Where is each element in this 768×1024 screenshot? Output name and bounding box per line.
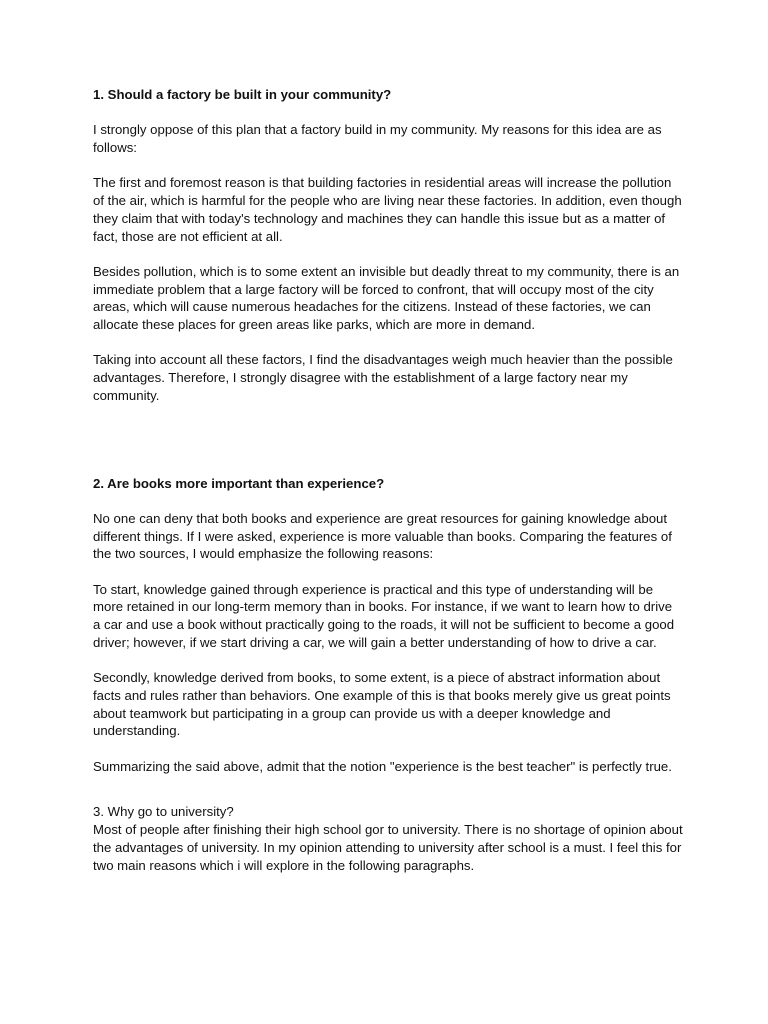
section-university bbox=[93, 803, 683, 874]
paragraph: To start, knowledge gained through experience is practical and this type of understanding will be more retained in our long-term memory than in books. For instance, if we want to learn how to drive a car and use a book without practically going to the roads, it will not be sufficient to become a good driver; however, if we start driving a car, we will gain a better understanding of how to drive a car. bbox=[93, 581, 675, 650]
document-body bbox=[93, 86, 683, 874]
paragraph: I strongly oppose of this plan that a factory build in my community. My reasons for this idea are as follows: bbox=[93, 122, 662, 156]
paragraph: Besides pollution, which is to some extent an invisible but deadly threat to my community, there is an immediate problem that a large factory will be forced to confront, that will occupy most of the city areas, which will cause numerous headaches for the citizens. Instead of these factories, we can allocate these places for green areas like parks, which are more in demand. bbox=[93, 263, 680, 333]
paragraph: Secondly, knowledge derived from books, to some extent, is a piece of abstract information about facts and rules rather than behaviors. One example of this is that books merely give us great points about teamwork but participating in a group can provide us with a deeper knowledge and understanding. bbox=[93, 670, 671, 739]
paragraph: No one can deny that both books and experience are great resources for gaining knowledge about different things. If I were asked, experience is more valuable than books. Comparing the features of the two sources, I would emphasize the following reasons: bbox=[93, 510, 672, 562]
section-heading: 2. Are books more important than experience? bbox=[93, 475, 385, 491]
paragraph: Taking into account all these factors, I find the disadvantages weigh much heavier than the possible advantages. Therefore, I strongly disagree with the establishment of a large factory near my community. bbox=[93, 352, 673, 403]
section-heading: 1. Should a factory be built in your community? bbox=[93, 87, 392, 102]
section-books-experience bbox=[93, 475, 683, 776]
section-factory bbox=[93, 86, 683, 405]
paragraph: The first and foremost reason is that building factories in residential areas will increase the pollution of the air, which is harmful for the people who are living near these factories. In addition, even though they claim that with today's technology and machines they can handle this issue but as a matter of fact, those are not efficient at all. bbox=[93, 175, 682, 244]
paragraph: Summarizing the said above, admit that the notion "experience is the best teacher" is perfectly true. bbox=[93, 758, 672, 774]
paragraph: Most of people after finishing their high school gor to university. There is no shortage of opinion about the advantages of university. In my opinion attending to university after school is a must. I feel this for two main reasons which i will explore in the following paragraphs. bbox=[93, 822, 683, 873]
section-heading: 3. Why go to university? bbox=[93, 804, 234, 820]
